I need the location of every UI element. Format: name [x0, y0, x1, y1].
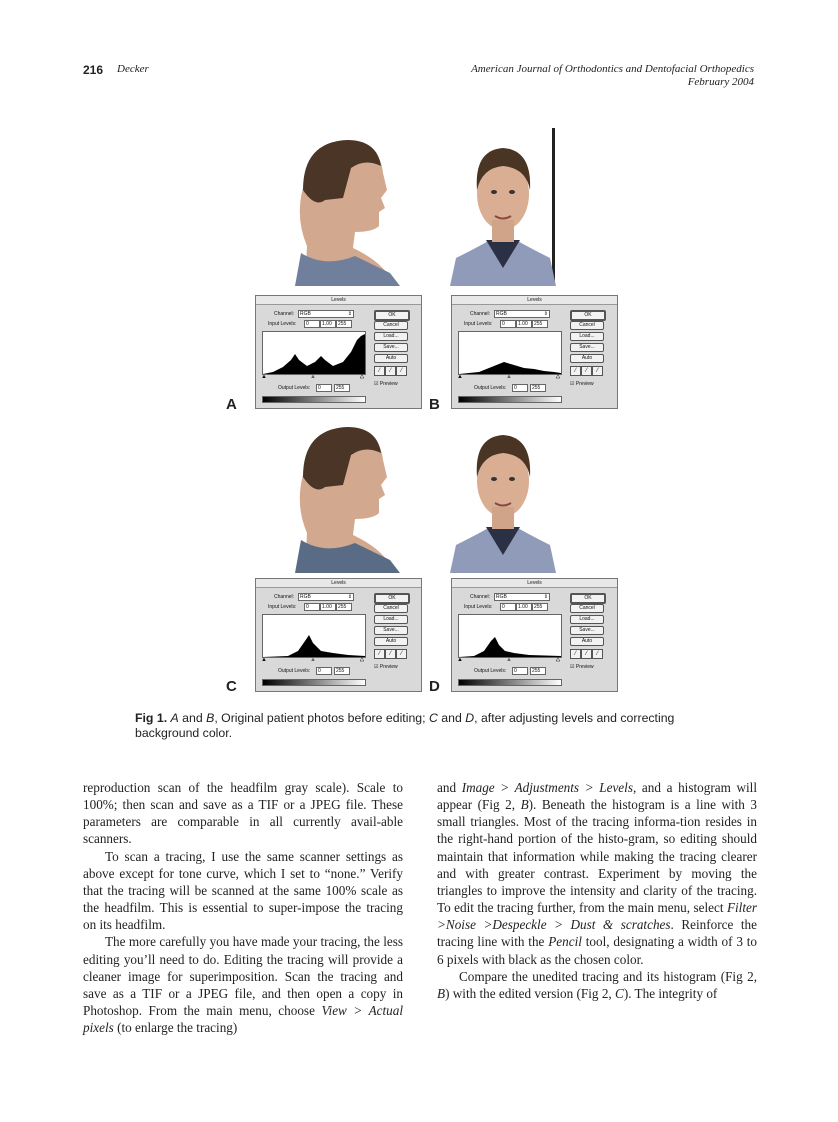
patient-photo-frontal: [450, 128, 556, 291]
eyedropper-icon[interactable]: ⁄: [570, 366, 581, 376]
eyedropper-icon[interactable]: ⁄: [592, 366, 603, 376]
eyedropper-icon[interactable]: ⁄: [581, 649, 592, 659]
white-point-slider[interactable]: ▲: [555, 657, 561, 663]
levels-dialog: [451, 295, 618, 409]
dialog-title: Levels: [256, 579, 421, 588]
histogram: [458, 331, 562, 375]
white-point-slider[interactable]: ▲: [359, 374, 365, 380]
preview-checkbox[interactable]: ☑ Preview: [570, 381, 594, 387]
white-point-slider[interactable]: ▲: [555, 374, 561, 380]
running-author: Decker: [117, 63, 149, 75]
caption-text: B: [206, 711, 215, 725]
channel-label: Channel:: [470, 311, 491, 317]
ok-button[interactable]: OK: [374, 310, 410, 321]
preview-checkbox[interactable]: ☑ Preview: [374, 381, 398, 387]
levels-dialog: [451, 578, 618, 692]
patient-photo-frontal: [450, 415, 556, 578]
caption-text: C: [428, 711, 438, 725]
output-black-field[interactable]: 0: [512, 384, 528, 392]
eyedropper-icon[interactable]: ⁄: [374, 649, 385, 659]
input-levels-label: Input Levels:: [464, 321, 493, 327]
panel-label: A: [226, 396, 237, 413]
input-levels-label: Input Levels:: [464, 604, 493, 610]
output-gradient: [458, 679, 562, 686]
figure-caption: [135, 711, 725, 741]
eyedropper-icon[interactable]: ⁄: [385, 366, 396, 376]
white-point-slider[interactable]: ▲: [359, 657, 365, 663]
output-white-field[interactable]: 255: [530, 667, 546, 675]
issue-date: February 2004: [687, 76, 754, 88]
eyedropper-icon[interactable]: ⁄: [592, 649, 603, 659]
body-column-right: [437, 779, 757, 1002]
dialog-title: Levels: [452, 296, 617, 305]
gamma-slider[interactable]: ▲: [310, 374, 316, 380]
output-levels-label: Output Levels:: [474, 668, 507, 674]
black-point-slider[interactable]: ▲: [457, 657, 463, 663]
input-black-field[interactable]: 0: [500, 320, 516, 328]
body-column-left: [83, 779, 403, 1036]
levels-dialog: [255, 295, 422, 409]
channel-label: Channel:: [274, 311, 295, 317]
input-black-field[interactable]: 0: [304, 320, 320, 328]
gamma-slider[interactable]: ▲: [506, 657, 512, 663]
input-black-field[interactable]: 0: [500, 603, 516, 611]
output-levels-label: Output Levels:: [278, 385, 311, 391]
gamma-slider[interactable]: ▲: [310, 657, 316, 663]
output-white-field[interactable]: 255: [334, 667, 350, 675]
black-point-slider[interactable]: ▲: [261, 374, 267, 380]
channel-label: Channel:: [274, 594, 295, 600]
output-levels-label: Output Levels:: [278, 668, 311, 674]
channel-select[interactable]: RGB ⇕: [496, 311, 548, 317]
output-black-field[interactable]: 0: [316, 667, 332, 675]
input-black-field[interactable]: 0: [304, 603, 320, 611]
output-levels-label: Output Levels:: [474, 385, 507, 391]
histogram: [262, 614, 366, 658]
channel-select[interactable]: RGB ⇕: [300, 594, 352, 600]
panel-label: D: [429, 678, 440, 695]
panel-label: C: [226, 678, 237, 695]
output-gradient: [262, 396, 366, 403]
input-gamma-field[interactable]: 1.00: [320, 603, 336, 611]
caption-text: A: [170, 711, 179, 725]
caption-text: , Original patient photos before editing;: [214, 711, 429, 725]
dialog-title: Levels: [452, 579, 617, 588]
input-white-field[interactable]: 255: [532, 320, 548, 328]
cancel-button[interactable]: Cancel: [570, 604, 604, 613]
input-levels-label: Input Levels:: [268, 321, 297, 327]
channel-label: Channel:: [470, 594, 491, 600]
caption-label: Fig 1.: [135, 711, 168, 725]
auto-button[interactable]: Auto: [570, 354, 604, 363]
ok-button[interactable]: OK: [374, 593, 410, 604]
input-white-field[interactable]: 255: [532, 603, 548, 611]
save-button[interactable]: Save...: [570, 626, 604, 635]
input-gamma-field[interactable]: 1.00: [320, 320, 336, 328]
auto-button[interactable]: Auto: [570, 637, 604, 646]
load-button[interactable]: Load...: [570, 615, 604, 624]
input-white-field[interactable]: 255: [336, 320, 352, 328]
eyedropper-icon[interactable]: ⁄: [396, 649, 407, 659]
eyedropper-icon[interactable]: ⁄: [396, 366, 407, 376]
black-point-slider[interactable]: ▲: [457, 374, 463, 380]
journal-header: [471, 63, 754, 89]
panel-label: B: [429, 396, 440, 413]
eyedropper-icon[interactable]: ⁄: [385, 649, 396, 659]
output-black-field[interactable]: 0: [316, 384, 332, 392]
auto-button[interactable]: Auto: [374, 354, 408, 363]
cancel-button[interactable]: Cancel: [374, 321, 408, 330]
ok-button[interactable]: OK: [570, 593, 606, 604]
paragraph: To scan a tracing, I use the same scanner settings as above except for tone curve, which I set to “none.” Verify that the tracing will be scanned at the same 100% scale as the headfilm. This is essential to super-impose the tracing on its headfilm.: [83, 848, 403, 933]
load-button[interactable]: Load...: [374, 615, 408, 624]
input-gamma-field[interactable]: 1.00: [516, 320, 532, 328]
patient-photo-profile: [255, 415, 415, 578]
save-button[interactable]: Save...: [374, 343, 408, 352]
paragraph: The more carefully you have made your tracing, the less editing you’ll need to do. Editing the tracing will provide a cleaner image for superimposition. Scan the tracing and save as a TIF or a JPEG file, and then open a copy in Photoshop. From the main menu, choose View > Actual pixels (to enlarge the tracing): [83, 934, 403, 1036]
preview-checkbox[interactable]: ☑ Preview: [570, 664, 594, 670]
output-gradient: [458, 396, 562, 403]
eyedropper-icon[interactable]: ⁄: [570, 649, 581, 659]
cancel-button[interactable]: Cancel: [570, 321, 604, 330]
channel-select[interactable]: RGB ⇕: [300, 311, 352, 317]
input-levels-label: Input Levels:: [268, 604, 297, 610]
caption-text: and: [437, 711, 466, 725]
gamma-slider[interactable]: ▲: [506, 374, 512, 380]
dialog-title: Levels: [256, 296, 421, 305]
caption-text: , after adjusting levels and correcting background color.: [135, 711, 675, 740]
caption-text: D: [465, 711, 475, 725]
black-point-slider[interactable]: ▲: [261, 657, 267, 663]
levels-dialog: [255, 578, 422, 692]
cancel-button[interactable]: Cancel: [374, 604, 408, 613]
load-button[interactable]: Load...: [374, 332, 408, 341]
caption-text: and: [178, 711, 207, 725]
patient-photo-profile: [255, 128, 415, 291]
paragraph: Compare the unedited tracing and its histogram (Fig 2, B) with the edited version (Fig 2, C). The integrity of: [437, 968, 757, 1001]
page-number: 216: [83, 63, 104, 77]
save-button[interactable]: Save...: [570, 343, 604, 352]
auto-button[interactable]: Auto: [374, 637, 408, 646]
histogram: [262, 331, 366, 375]
preview-checkbox[interactable]: ☑ Preview: [374, 664, 398, 670]
input-gamma-field[interactable]: 1.00: [516, 603, 532, 611]
paragraph: and Image > Adjustments > Levels, and a histogram will appear (Fig 2, B). Beneath the histogram is a line with 3 small triangles. Most of the tracing informa-tion resides in the right-hand portion of the histo-gram, so editing should maintain that information while making the tracing clearer and with greater contrast. Experiment by moving the triangles to improve the intensity and clarity of the tracing. To edit the tracing further, from the main menu, select Filter >Noise >Despeckle > Dust & scratches. Reinforce the tracing line with the Pencil tool, designating a width of 3 to 6 pixels with black as the chosen color.: [437, 780, 758, 967]
ok-button[interactable]: OK: [570, 310, 606, 321]
output-black-field[interactable]: 0: [512, 667, 528, 675]
save-button[interactable]: Save...: [374, 626, 408, 635]
output-gradient: [262, 679, 366, 686]
output-white-field[interactable]: 255: [530, 384, 546, 392]
histogram: [458, 614, 562, 658]
output-white-field[interactable]: 255: [334, 384, 350, 392]
channel-select[interactable]: RGB ⇕: [496, 594, 548, 600]
eyedropper-icon[interactable]: ⁄: [374, 366, 385, 376]
input-white-field[interactable]: 255: [336, 603, 352, 611]
journal-title: American Journal of Orthodontics and Dentofacial Orthopedics: [471, 63, 754, 75]
load-button[interactable]: Load...: [570, 332, 604, 341]
paragraph: reproduction scan of the headfilm gray scale). Scale to 100%; then scan and save as a TIF or a JPEG file. These parameters are comparable in all currently avail-able scanners.: [83, 780, 403, 847]
eyedropper-icon[interactable]: ⁄: [581, 366, 592, 376]
